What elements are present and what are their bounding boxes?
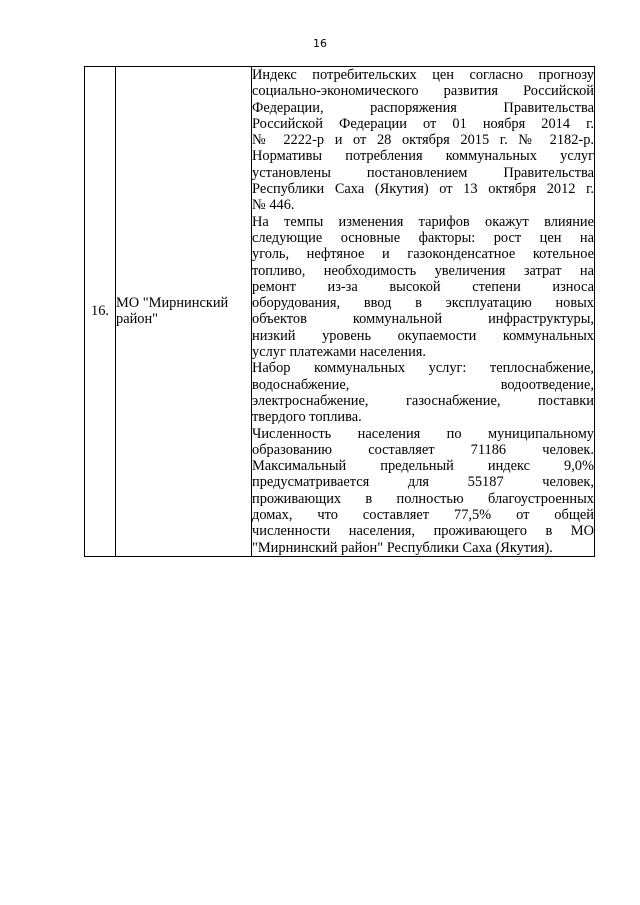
description-line: социально-экономического развития Российской (252, 83, 594, 100)
description-line: водоснабжение, водоотведение, (252, 376, 594, 393)
description-line: Республики Саха (Якутия) от 13 октября 2012 г. (252, 181, 594, 198)
description-line: твердого топлива. (252, 409, 362, 426)
description-line: образованию составляет 71186 человек. (252, 441, 594, 458)
description-cell (252, 67, 595, 557)
description-line: объектов коммунальной инфраструктуры, (252, 311, 594, 328)
municipality-name-line: МО "Мирнинский (116, 295, 229, 312)
description-line: электроснабжение, газоснабжение, поставки (252, 392, 594, 409)
description-line: Российской Федерации от 01 ноября 2014 г. (252, 115, 594, 132)
description-line: численности населения, проживающего в МО (252, 523, 594, 540)
page-number: 16 (313, 37, 327, 50)
description-line: "Мирнинский район" Республики Саха (Якутия). (252, 539, 553, 556)
description-line: ремонт из-за высокой степени износа (252, 278, 594, 295)
description-line: № 446. (252, 197, 295, 214)
description-line: низкий уровень окупаемости коммунальных (252, 327, 594, 344)
municipality-name-line: район" (116, 311, 159, 328)
row-number: 16. (85, 67, 116, 557)
description-line: Федерации, распоряжения Правительства (252, 99, 594, 116)
description-line: Набор коммунальных услуг: теплоснабжение, (252, 360, 594, 377)
description-line: № 2222-р и от 28 октября 2015 г. № 2182-р. (252, 132, 594, 149)
tariff-table (84, 66, 595, 557)
description-line: Численность населения по муниципальному (252, 425, 594, 442)
description-line: Максимальный предельный индекс 9,0% (252, 458, 594, 475)
description-line: Нормативы потребления коммунальных услуг (252, 148, 594, 165)
description-line: следующие основные факторы: рост цен на (252, 229, 594, 246)
description-line: предусматривается для 55187 человек, (252, 474, 594, 491)
municipality-name (116, 67, 252, 557)
description-line: домах, что составляет 77,5% от общей (252, 507, 594, 524)
description-line: уголь, нефтяное и газоконденсатное котельное (252, 246, 594, 263)
table-row (85, 67, 595, 557)
description-line: установлены постановлением Правительства (252, 164, 594, 181)
description-line: топливо, необходимость увеличения затрат на (252, 262, 594, 279)
description-line: На темпы изменения тарифов окажут влияние (252, 213, 594, 230)
description-line: услуг платежами населения. (252, 344, 426, 361)
description-line: проживающих в полностью благоустроенных (252, 490, 594, 507)
description-line: оборудования, ввод в эксплуатацию новых (252, 295, 594, 312)
description-line: Индекс потребительских цен согласно прогнозу (252, 67, 594, 83)
